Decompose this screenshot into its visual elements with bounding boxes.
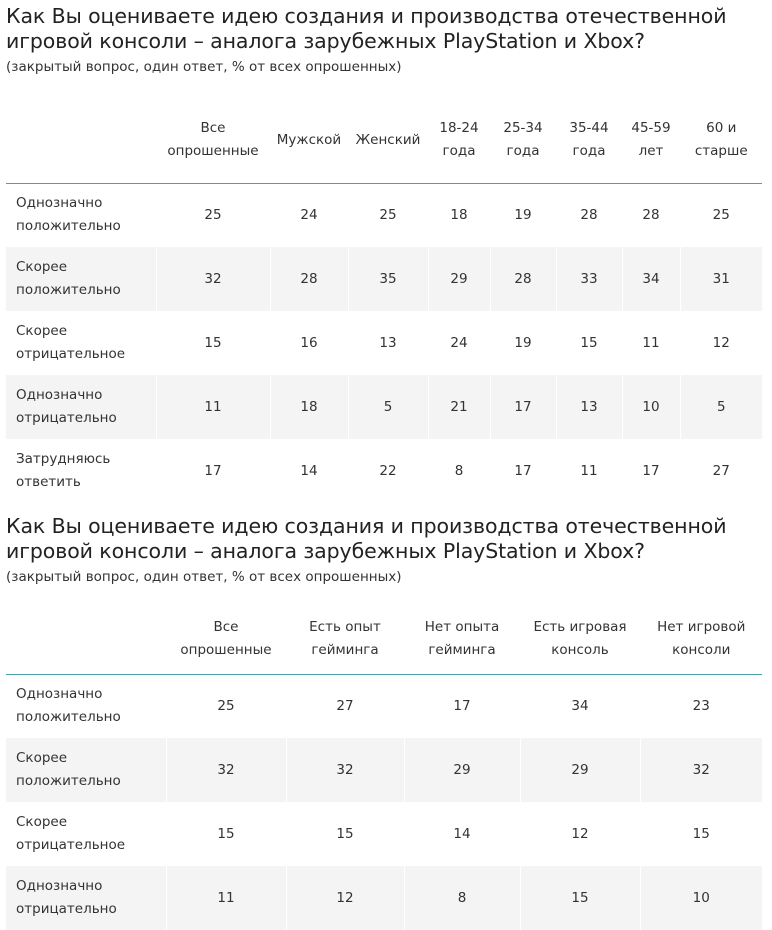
table-cell-value: 29: [428, 247, 490, 311]
question-title: Как Вы оцениваете идею создания и производства отечественной игровой консоли – аналога зарубежных PlayStation и Xbox?: [6, 514, 727, 563]
table-cell-value: 13: [348, 311, 428, 375]
table-cell-value: 28: [490, 247, 556, 311]
column-header: Все опрошенные: [166, 604, 286, 674]
table-cell-value: 28: [270, 247, 348, 311]
column-header: Нет игровой консоли: [640, 604, 762, 674]
table-cell-value: 24: [270, 183, 348, 247]
table-cell-value: 25: [156, 183, 270, 247]
table-cell-value: 15: [520, 866, 640, 930]
table-cell-value: 11: [156, 375, 270, 439]
table-cell-value: 16: [270, 311, 348, 375]
column-header: Все опрошенные: [156, 98, 270, 183]
table-cell-value: 17: [490, 375, 556, 439]
table-header-row: [6, 98, 762, 183]
table-cell-value: 14: [270, 439, 348, 503]
table-cell-value: 28: [622, 183, 680, 247]
table-cell-value: 11: [622, 311, 680, 375]
table-cell-value: 18: [270, 375, 348, 439]
table-cell-value: 12: [286, 866, 404, 930]
table-cell-value: 22: [348, 439, 428, 503]
results-table-gender-age: [6, 98, 762, 503]
row-label: Однозначно отрицательно: [6, 375, 156, 439]
column-header: [6, 604, 166, 674]
table-cell-value: 33: [556, 247, 622, 311]
table-cell-value: 8: [428, 439, 490, 503]
table-cell-value: 10: [622, 375, 680, 439]
table-cell-value: 13: [556, 375, 622, 439]
table-row: [6, 247, 762, 311]
row-label: Однозначно отрицательно: [6, 866, 166, 930]
column-header: Есть опыт гейминга: [286, 604, 404, 674]
table-cell-value: 5: [680, 375, 762, 439]
table-cell-value: 5: [348, 375, 428, 439]
question-title: Как Вы оцениваете идею создания и производства отечественной игровой консоли – аналога зарубежных PlayStation и Xbox?: [6, 4, 727, 53]
table-cell-value: 29: [404, 738, 520, 802]
table-row: [6, 311, 762, 375]
table-cell-value: 35: [348, 247, 428, 311]
table-cell-value: 25: [712, 206, 730, 223]
table-cell-value: 18: [428, 183, 490, 247]
column-header: [6, 98, 156, 183]
column-header: 60 и старше: [680, 98, 762, 183]
table-cell-value: 15: [692, 825, 710, 842]
table-cell-value: 27: [286, 674, 404, 738]
table-cell-value: 15: [166, 802, 286, 866]
table-cell-value: 29: [520, 738, 640, 802]
column-header: Женский: [348, 98, 428, 183]
table-row: [6, 674, 762, 738]
row-label: Скорее отрицательное: [6, 311, 156, 375]
row-label: Затрудняюсь ответить: [6, 439, 156, 503]
table-header-row: [6, 604, 762, 674]
table-row: [6, 866, 762, 930]
table-cell-value: 19: [490, 311, 556, 375]
table-cell-value: 32: [286, 738, 404, 802]
row-label: Однозначно положительно: [6, 183, 156, 247]
table-cell-value: 32: [640, 738, 762, 802]
table-cell-value: 25: [348, 183, 428, 247]
row-label: Однозначно положительно: [6, 674, 166, 738]
table-cell-value: 17: [622, 439, 680, 503]
table-cell-value: 34: [520, 674, 640, 738]
table-cell-value: 17: [156, 439, 270, 503]
table-row: [6, 439, 762, 503]
table-cell-value: 12: [520, 802, 640, 866]
row-label: Скорее положительно: [6, 738, 166, 802]
table-cell-value: 24: [428, 311, 490, 375]
table-cell-value: 11: [166, 866, 286, 930]
column-header: Мужской: [270, 98, 348, 183]
table-cell-value: 32: [156, 247, 270, 311]
table-cell-value: 11: [556, 439, 622, 503]
table-cell-value: 34: [622, 247, 680, 311]
column-header: Есть игровая консоль: [520, 604, 640, 674]
table-row: [6, 375, 762, 439]
column-header: 35-44 года: [556, 98, 622, 183]
column-header: 18-24 года: [428, 98, 490, 183]
table-cell-value: 23: [692, 697, 710, 714]
survey-section-gaming: [0, 510, 772, 917]
table-cell-value: 27: [712, 462, 730, 479]
question-subtitle: (закрытый вопрос, один ответ, % от всех опрошенных): [6, 59, 402, 75]
table-cell-value: 15: [556, 311, 622, 375]
table-row: [6, 738, 762, 802]
column-header: 45-59 лет: [622, 98, 680, 183]
table-cell-value: 21: [428, 375, 490, 439]
column-header: Нет опыта гейминга: [404, 604, 520, 674]
table-cell-value: 28: [556, 183, 622, 247]
row-label: Скорее положительно: [6, 247, 156, 311]
table-cell-value: 32: [166, 738, 286, 802]
table-cell-value: 31: [680, 247, 762, 311]
row-label: Скорее отрицательное: [6, 802, 166, 866]
column-header: 25-34 года: [490, 98, 556, 183]
table-row: [6, 802, 762, 866]
table-cell-value: 10: [640, 866, 762, 930]
table-cell-value: 12: [712, 334, 730, 351]
table-cell-value: 8: [404, 866, 520, 930]
table-cell-value: 17: [490, 439, 556, 503]
table-cell-value: 19: [490, 183, 556, 247]
table-cell-value: 15: [286, 802, 404, 866]
table-cell-value: 17: [404, 674, 520, 738]
results-table-gaming: [6, 604, 762, 930]
question-subtitle: (закрытый вопрос, один ответ, % от всех опрошенных): [6, 569, 402, 585]
table-row: [6, 183, 762, 247]
table-cell-value: 25: [166, 674, 286, 738]
table-cell-value: 14: [404, 802, 520, 866]
table-cell-value: 15: [156, 311, 270, 375]
